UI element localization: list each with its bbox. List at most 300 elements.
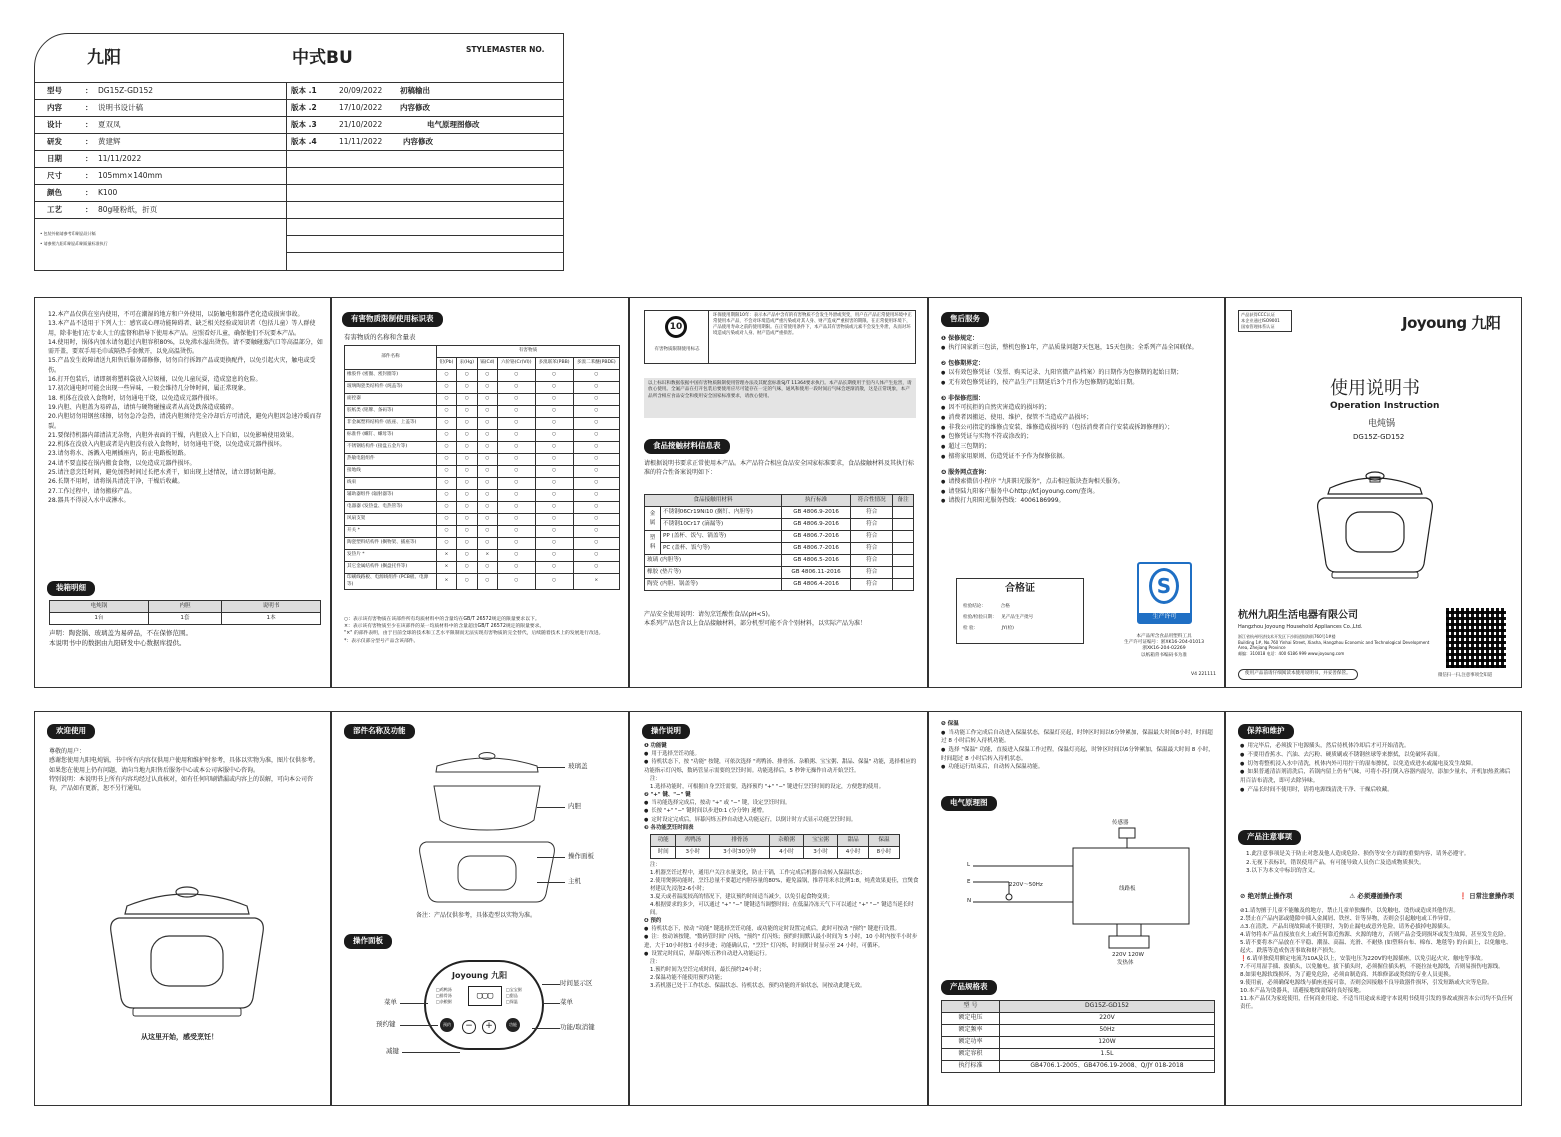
packing-value: 1本 (222, 613, 321, 625)
menu-item-label: 鸡鸭汤 (439, 987, 452, 992)
company-en: Hangzhou Joyoung Household Appliances Co.,Ltd. (1238, 624, 1363, 630)
ops-s3-note: 注： 1.机器烹饪过程中，通用户关注水量变化，防止干锅，工作完成后机器自动转入保温状态； 2.使用煲粥功能时，烹饪总量不要超过内胆容量的80%，避免溢锅，推荐用米水比例1:8，炖煮效果更佳，宜煲食材建议先浸泡2-6小时； 3.夏天或者温度较高的情况下，建议预约时间适当减少，以免引起食物变质； 4.根据要求的多少，可以通过 "+" "−" 键键适当调整时间；在低温冷冻天气下可以通过 "+" "−" 键适当延长时间。 (650, 861, 919, 916)
minus-button[interactable]: − (462, 1020, 476, 1034)
cover-product: 电炖锅 (1368, 419, 1396, 429)
hazard-row (345, 418, 620, 430)
hazard-mark: ○ (497, 574, 535, 590)
hazard-substance: 多溴二苯醚(PBDE) (573, 358, 619, 370)
spec-row-line (35, 116, 563, 117)
hazard-mark: ○ (456, 442, 477, 454)
hazard-row (345, 502, 620, 514)
food-std: GB 4806.4-2016 (781, 579, 850, 591)
hazard-row (345, 538, 620, 550)
time-header: 杂粮粥 (769, 834, 803, 846)
spec-row-colon: ： (85, 205, 93, 214)
spec-row-label: 内容 (47, 103, 62, 112)
food-material: 不锈钢10Cr17 (滴漏等) (661, 519, 782, 531)
hazard-mark: ○ (535, 550, 573, 562)
hazard-substance: 汞(Hg) (456, 358, 477, 370)
hazard-mark: ○ (573, 394, 619, 406)
hazard-mark: ○ (437, 466, 457, 478)
spec-key: 额定频率 (942, 1025, 1000, 1037)
hazard-mark: ○ (437, 430, 457, 442)
ops-tag (642, 724, 690, 739)
control-panel (424, 960, 544, 1050)
hazard-mark: ○ (456, 550, 477, 562)
version-date: 17/10/2022 (339, 103, 383, 112)
hazard-mark: ○ (477, 490, 497, 502)
ops-s5-item: ● 当功能工作完成后自动进入保温状态，保温灯亮起，时钟区时间以6分钟累加，保温最大时间8小时，时间超过 8 小时后转入待机功能。 (941, 729, 1217, 746)
hazard-row (345, 382, 620, 394)
safety-item: 16.打开包装后，请即刻将塑料袋放入垃圾桶，以免儿童玩耍，造成窒息的危险。 (48, 376, 262, 384)
time-header: 保温 (869, 834, 900, 846)
s3-item: ● 包修凭证与实物不符或涂改的； (941, 432, 1217, 442)
menu-item-label: 甜品 (509, 993, 518, 999)
spec-row-colon: ： (85, 137, 93, 146)
hazard-part-name: 玻璃陶瓷类结构件 (炖盖等) (345, 382, 437, 394)
hazard-col-group: 有害物质 (437, 346, 620, 358)
hazard-mark: ○ (437, 370, 457, 382)
notice-item: 9.使用前，必须确保电源线与插座连接可靠，否则会因接触不良导致器件损坏，引发短路或火灾等危险。 (1240, 979, 1493, 986)
spec-value: 220V (1000, 1013, 1215, 1025)
food-material: 不锈钢06Cr19Ni10 (搁钉、内胆等) (661, 507, 782, 519)
food-group: 金属 (645, 507, 661, 531)
hazard-mark: ○ (477, 430, 497, 442)
spec-stylemaster: STYLEMASTER NO. (466, 45, 545, 54)
food-material: PC (盖杯、饭勺等) (661, 543, 782, 555)
spec-row-line (35, 201, 563, 202)
menu-item-label: 杂粮粥 (439, 999, 452, 1005)
hazard-mark: ○ (437, 478, 457, 490)
hazard-mark: ○ (477, 370, 497, 382)
panel-menu-left (436, 987, 452, 1006)
s2-item: ● 以有效包修凭证（发票、购买记录、九阳官微产品档案）的日期作为包修期的起始日期； (941, 368, 1217, 378)
spec-vdivider (286, 82, 287, 271)
spec-row-value: 105mm×140mm (98, 171, 163, 180)
label-leader (537, 882, 565, 883)
hazard-mark: ○ (456, 574, 477, 590)
notice-item: ❗6.请单独使用额定电流为10A及以上，安装电压为220V的电源插座，以免引起火灾、触电等事故。 (1240, 955, 1487, 962)
spec-bu: 中式BU (292, 48, 353, 68)
spec-brand: 九阳 (87, 48, 121, 68)
hazard-notes (344, 616, 622, 645)
ops-s4-item: ● 设置完时间后，屏幕闪烁五秒自动进入功能运行。 (644, 950, 920, 958)
spec-row-value: 夏双凤 (98, 120, 121, 129)
hazard-mark: ○ (573, 538, 619, 550)
spec-row-label: 研发 (47, 137, 62, 146)
hazard-mark: ○ (497, 382, 535, 394)
time-value: 时间 (651, 846, 676, 858)
spec-card (34, 33, 564, 271)
hazard-row (345, 442, 620, 454)
certificate-box (956, 578, 1084, 644)
menu-item-label: 排骨汤 (439, 993, 452, 999)
hazard-subtitle: 有害物质的名称和含量表 (344, 333, 416, 341)
hazard-mark: ○ (456, 526, 477, 538)
hazard-mark: ○ (437, 502, 457, 514)
spec-row-line (35, 133, 563, 134)
s2-item: ● 无有效包修凭证的，按产品生产日期延后3个月作为包修期的起始日期。 (941, 378, 1217, 388)
welcome-text: 尊敬的用户： 感谢您使用九阳电炖锅，书中所有内容仅供用户使用和维护时参考，具体以实物为准，图片仅供参考。如果您在使用上仍有问题，请向当地九阳售后服务中心或本公司客服中心咨询。 特别说明：本说明书上所有内容均经过认真核对，如有任何印刷错漏或内容上的误解，可向本公司咨询，产品如有更新，恕不另行通知。 (49, 748, 320, 793)
spec-footnote: • 请参照九阳印刷品印刷质量标准执行 (40, 241, 108, 246)
circuit-heater: 220V 120W (1112, 952, 1144, 958)
version-label: 版本 .2 (291, 103, 317, 112)
cert-row (963, 612, 1033, 623)
hazard-mark: ○ (437, 418, 457, 430)
part-label-lid: 玻璃盖 (568, 762, 588, 770)
time-value: 4小时 (769, 846, 803, 858)
hazard-mark: ○ (573, 550, 619, 562)
food-ok: 符合 (851, 519, 893, 531)
hazard-mark: ○ (477, 526, 497, 538)
hazard-part-name: 风扇支架 (345, 514, 437, 526)
function-button[interactable]: 功能 (506, 1018, 520, 1032)
hazard-mark: ○ (497, 430, 535, 442)
welcome-caption: 从这里开始，感受烹饪！ (141, 1033, 218, 1041)
hazard-mark: ○ (477, 406, 497, 418)
hazard-row (345, 466, 620, 478)
hazard-mark: ○ (573, 370, 619, 382)
spec-row-colon: ： (85, 171, 93, 180)
time-header: 排骨汤 (710, 834, 770, 846)
after-sales-tag (941, 312, 989, 327)
hazard-row (345, 574, 620, 590)
hazard-part-name: 陶瓷塑料结构件 (搁物架、插座等) (345, 538, 437, 550)
hazard-mark: ○ (437, 382, 457, 394)
hazard-mark: ○ (437, 442, 457, 454)
hazard-mark: ○ (477, 514, 497, 526)
parts-title: 部件名称及功能 (344, 724, 415, 739)
hazard-mark: ○ (456, 382, 477, 394)
ops-title: 操作说明 (642, 724, 690, 739)
notice-item: ⚠3.在清洗、产品出现故障或不使用时，为防止漏电或意外危险，请务必拔掉电源插头。 (1240, 923, 1454, 930)
ops-s2: ❷ "+" 键、"−" 键 (644, 791, 691, 798)
hazard-mark: ○ (437, 514, 457, 526)
spec-row-line (35, 167, 563, 168)
s3-item: ● 非我公司指定的维修点安装、维修造成损坏的（包括消费者自行安装或拆卸修理的）； (941, 423, 1217, 433)
circuit-title: 电气原理图 (941, 796, 997, 811)
food-ok: 符合 (851, 579, 893, 591)
food-note: 产品安全使用说明：请勿烹饪酸性食品(pH<5)。 本系列产品包含以上食品接触材料，部分机型可能不含个别材料，以实际产品为准！ (644, 611, 867, 628)
hazard-part-name: 辅助器组件 (辐射器等) (345, 490, 437, 502)
hazard-mark: ○ (456, 502, 477, 514)
ops-s1-note: 注： 1.选择功能时，可根据自身烹饪需要，选择预约 "+" "−" 键进行烹饪时间的设定，方便您的使用。 (650, 775, 885, 790)
spec-row-line (35, 150, 563, 151)
ops-s4-item: ● 待机状态下，按动 "功能" 键选择烹饪功能，或功能的定时设置完成后，此时可按动 "预约" 键进行设置。 (644, 925, 920, 933)
safety-item: 28.器具不得浸入水中或淋水。 (48, 496, 130, 504)
safety-item: 20.内胆切勿用钢丝球擦，切勿急冷急热，清洗内胆须待完全冷却后方可清洗，避免内胆因急速冷暖而存裂。 (48, 413, 322, 430)
symbol-mandatory: ⚠ 必须遵循操作项 (1349, 892, 1403, 900)
hazard-part-name: 标准件 (螺钉、螺母等) (345, 430, 437, 442)
hazard-mark: ○ (456, 514, 477, 526)
hazard-part-name: 面控器 (345, 394, 437, 406)
hazard-mark: ○ (497, 370, 535, 382)
cert-key: 检 验： (963, 626, 979, 632)
qs-label: 生产许可 (1139, 613, 1190, 622)
label-menu-left: 菜单 (384, 998, 397, 1006)
qs-mark-icon: S (1149, 568, 1179, 604)
panel-circuit-spec (928, 711, 1225, 1106)
spec-row-value: 黄建辉 (98, 137, 121, 146)
spec-row-value: 说明书设计稿 (98, 103, 143, 112)
panel-cover (1225, 297, 1522, 688)
ops-s3: ❸ 各功能烹饪时间表 (644, 824, 694, 831)
hazard-mark: ○ (535, 526, 573, 538)
hazard-mark: ○ (573, 466, 619, 478)
safety-item: 12.本产品仅供在室内使用，不可在潮湿的地方和户外使用，以防触电和器件老化造成损害事故。 (48, 311, 304, 318)
symbol-caution: ❗ 日常注意操作项 (1459, 892, 1514, 900)
spec-row-label: 尺寸 (47, 171, 62, 180)
version-desc: 内容修改 (403, 137, 433, 146)
time-value: 3小时30分钟 (710, 846, 770, 858)
plus-button[interactable]: + (482, 1020, 496, 1034)
version-label: 版本 .3 (291, 120, 317, 129)
safety-item: 22.机体在没放入内胆或者是内胆没有放入食物时，切勿通电干烧，以免造成元器件损坏。 (48, 441, 286, 449)
hazard-row (345, 526, 620, 538)
food-ok: 符合 (851, 555, 893, 567)
hazard-mark: ○ (497, 502, 535, 514)
after-sales-s4-title: ❹ 服务网点查询： (941, 468, 991, 476)
hazard-mark: ○ (497, 406, 535, 418)
hazard-mark: ○ (573, 526, 619, 538)
hazard-mark: ○ (573, 418, 619, 430)
hazard-title-tag (342, 312, 443, 327)
safety-item: 13.本产品不适用于下列人士：感官或心理功能障碍者、缺乏相关经验或知识者（包括儿童）等人群使用，除非他们在专业人士的监督和指导下使用本产品。应照看好儿童，确保他们不玩要本产品。 (48, 320, 316, 337)
safety-item: 23.请勿将水、汤溅入电闸插座内，防止电路板短路。 (48, 450, 190, 458)
label-time-area: 时间显示区 (560, 979, 593, 987)
hazard-mark: ○ (437, 538, 457, 550)
menu-item[interactable]: □甜品 (506, 993, 518, 999)
spec-key: 执行标准 (942, 1061, 1000, 1073)
safety-item: 27.工作过程中，请勿搬移产品。 (48, 487, 136, 495)
food-ok: 符合 (851, 507, 893, 519)
company-address: 浙江省杭州经济技术开发区下沙街道银海街760号1#楼 Building 1#, No.760 Yinhai Street, Xiasha, Hangzhou Economic and Technological Development Area, Zhejiang Province 邮编：310018 电话：400 6186 999 www.joyoung.com (1238, 634, 1430, 656)
ops-s5-item: ● 选择 "保温" 功能，直接进入保温工作过程，保温灯亮起，时钟区时间以6分钟累加，保温最大时间 8 小时，时间超过 8 小时后转入待机状态。 (941, 746, 1217, 763)
label-leader (537, 807, 565, 808)
hazard-mark: ○ (477, 382, 497, 394)
hazard-mark: ○ (477, 454, 497, 466)
hazard-mark: ○ (477, 562, 497, 574)
hazard-mark: ○ (573, 502, 619, 514)
ops-s5: ❺ 保温 (941, 721, 959, 727)
hazard-mark: ○ (535, 454, 573, 466)
circuit-voltage: 220V～50Hz (1009, 882, 1043, 888)
packing-table (49, 600, 321, 625)
label-function: 功能/取消键 (560, 1023, 595, 1031)
ops-s1-item: ● 用于选择烹饪功能。 (644, 750, 920, 758)
hazard-mark: ○ (477, 538, 497, 550)
cover-title-cn: 使用说明书 (1330, 378, 1420, 399)
notice-item: ⊘1.请勿擅于儿童不能触及的地方，禁止儿童单独操作，以免触电、烫伤或造成其他伤害。 (1240, 908, 1459, 914)
hazard-mark: ○ (535, 574, 573, 590)
hazard-mark: × (477, 550, 497, 562)
version-date: 11/11/2022 (339, 137, 383, 146)
packing-header: 电炖锅 (50, 601, 149, 613)
notice-item: 4.请勿将本产品直接放在火上或任何靠近热源、火源的地方，否则产品会受到损坏或发生故障，甚至发生危险。 (1240, 931, 1510, 938)
hazard-substance: 镉(Cd) (477, 358, 497, 370)
hazard-part-name: 发热片 * (345, 550, 437, 562)
notice-symbols (1240, 892, 1514, 901)
panel-logo: Joyoung 九阳 (452, 971, 508, 980)
menu-item[interactable]: □杂粮粥 (436, 999, 452, 1005)
after-sales-s2-title: ❷ 包修期界定： (941, 360, 985, 368)
circuit-diagram (959, 818, 1199, 968)
hazard-substance: 六价铬(Cr(VI)) (497, 358, 535, 370)
hazard-mark: ○ (535, 394, 573, 406)
label-leader (537, 767, 565, 768)
spec-row-line (286, 252, 563, 253)
food-ok: 符合 (851, 543, 893, 555)
safety-item: 25.请注意烹饪时间，避免加热时间过长把水煮干，如出现上述情况，请立即切断电源。 (48, 469, 280, 477)
safety-item: 14.使用时，锅体内加水请勿超过内胆容积80%，以免沸水溢出烫伤。请不要触碰蒸汽口等高温部分，如需开盖，要双手用毛巾或隔热手套掀开，以免高温烫伤。 (48, 338, 323, 356)
time-header: 功能 (651, 834, 676, 846)
spec-row-label: 颜色 (47, 188, 62, 197)
hazard-part-name: 非金属塑料结构件 (底座、上盖等) (345, 418, 437, 430)
hazard-mark: × (437, 574, 457, 590)
food-material: 橡胶 (垫片等) (645, 567, 782, 579)
hazard-mark: ○ (497, 478, 535, 490)
food-title: 食品接触材料信息表 (644, 439, 730, 454)
version-label: 版本 .1 (291, 86, 317, 95)
epup-box (644, 310, 916, 364)
menu-item[interactable]: □排骨汤 (436, 993, 452, 999)
welcome-tag (47, 724, 95, 739)
hazard-mark: ○ (456, 370, 477, 382)
spec-row-colon: ： (85, 103, 93, 112)
cover-title-en: Operation Instruction (1330, 401, 1440, 411)
care-tag (1238, 724, 1294, 739)
ops-s4: ❹ 预约 (644, 917, 662, 924)
spec-row-value: 11/11/2022 (98, 154, 142, 163)
spec-row-line (35, 218, 563, 219)
safety-item: 24.请不要直接在锅内搬食食物，以免造成元器件损坏。 (48, 459, 196, 467)
food-std: GB 4806.7-2016 (781, 543, 850, 555)
hazard-note: *：表示仅部分型号产品含该部件。 (344, 638, 419, 644)
menu-item[interactable]: □宝宝粥 (506, 987, 522, 992)
qr-caption: 微信扫一扫,注意事项全知道 (1438, 673, 1493, 678)
spec-title: 产品规格表 (941, 980, 997, 995)
hazard-title: 有害物质限制使用标识表 (342, 312, 443, 327)
hazard-mark: ○ (456, 478, 477, 490)
hazard-mark: ○ (477, 394, 497, 406)
s3-title-text: 非保修范围： (948, 394, 985, 402)
hazard-mark: ○ (456, 394, 477, 406)
hazard-mark: × (437, 562, 457, 574)
hazard-mark: ○ (477, 502, 497, 514)
time-value: 3小时 (804, 846, 838, 858)
after-sales-body (941, 334, 1217, 506)
hazard-part-name: 印刷线路板、电源线组件 (PCB板、电源等) (345, 574, 437, 590)
hazard-mark: ○ (437, 454, 457, 466)
hazard-mark: ○ (477, 418, 497, 430)
cert-value: 合格 (1000, 604, 1010, 609)
notice-list (1240, 908, 1516, 1012)
hazard-mark: ○ (535, 478, 573, 490)
hazard-mark: ○ (573, 514, 619, 526)
hazard-note: "×" 的部件表明，由于目前全球的技术和工艺水平限制而无法实现有害物质的完全替代，后续随着技术上的发展进行改进。 (344, 631, 604, 637)
hazard-mark: ○ (497, 526, 535, 538)
menu-item[interactable]: □保温 (506, 999, 518, 1005)
panel-operation (629, 711, 928, 1106)
food-group: 塑料 (645, 531, 661, 555)
cert-value: JY(检) (1001, 626, 1014, 632)
hazard-mark: ○ (535, 538, 573, 550)
circuit-board: 线路板 (1119, 886, 1136, 892)
food-header: 符合性情况 (851, 495, 893, 507)
spec-row-label: 工艺 (47, 205, 62, 214)
menu-item[interactable]: □鸡鸭汤 (436, 987, 452, 992)
circuit-sensor: 传感器 (1112, 820, 1129, 826)
hazard-mark: ○ (573, 442, 619, 454)
spec-table (941, 1000, 1215, 1073)
hazard-row (345, 430, 620, 442)
packing-title: 装箱明细 (47, 581, 95, 596)
spec-row-label: 日期 (47, 154, 62, 163)
hazard-row (345, 490, 620, 502)
notice-item: 10.本产品为烫器具，请避接地线需保持良好接地。 (1240, 987, 1365, 994)
notice-item: 11.本产品仅为家庭使用，任何商业用途、不适当用途或未遵守本说明书使用引发的事故或损害本公司均不负任何责任。 (1240, 995, 1513, 1010)
hazard-mark: ○ (497, 466, 535, 478)
hazard-part-name: 开关 * (345, 526, 437, 538)
time-value: 4小时 (838, 846, 869, 858)
time-header: 甜品 (838, 834, 869, 846)
epup-text: 环保使用期限10年：表示本产品中含有的有害物质不会发生外泄或突变，用户在产品正常使用环境中正常使用本产品，不会对环境造成严重污染或对其人身、财产造成严重损害的期限。在正常使用环境下，产品使用寿命之前的使用期限。在正常使用条件下，本产品其有害物质或元素不会发生外泄，从而对环境造成污染或对人身、财产造成严重损害。 (713, 313, 912, 336)
hazard-note: ×：表示该有害物质至少在该部件的某一均质材料中的含量超出GB/T 26572规定的限量要求。 (344, 624, 545, 630)
reserve-button[interactable]: 预约 (440, 1018, 454, 1032)
cert-badge: 产品获得CCC认证 本企业通过ISO9001 国家管理体系认证 (1238, 310, 1292, 332)
hazard-row (345, 562, 620, 574)
circuit-E: E (967, 879, 971, 885)
hazard-note: ○：表示该有害物质在该部件所有均质材料中的含量均在GB/T 26572规定的限量要求以下。 (344, 617, 540, 622)
hazard-row (345, 514, 620, 526)
hazard-mark: ○ (535, 382, 573, 394)
spec-row-colon: ： (85, 154, 93, 163)
hazard-mark: × (573, 574, 619, 590)
hazard-mark: ○ (573, 382, 619, 394)
hazard-mark: ○ (535, 514, 573, 526)
care-list (1240, 742, 1514, 794)
qs-text: 本产品所含食品用塑料工具 生产许可证编号：浙XK16-204-01013 浙XK16-204-02269 以纸箱背书编码书为准 (1123, 634, 1205, 658)
ops-s2-item: ● 长按 "+" "−" 键时间以步进0:1 (分分钟) 递增。 (644, 807, 920, 815)
hazard-table (344, 345, 620, 590)
after-sales-title: 售后服务 (941, 312, 989, 327)
hazard-mark: ○ (535, 418, 573, 430)
food-table (644, 494, 914, 591)
hazard-substance: 铅(Pb) (437, 358, 457, 370)
spec-value: GB4706.1-2005、GB4706.19-2008、Q/JY 018-2018 (1000, 1061, 1215, 1073)
spec-row-label: 设计 (47, 120, 62, 129)
ops-s4-item: ● 注：按动该按键，"数码管时间" 闪烁，"预约" 灯闪烁；预约时间默认最小时间为 5 小时，10 小时内按半小时步进，大于10小时按1 小时步进；功能确认后，"烹饪" 灯闪烁，时间倒计时显示至 24 小时，可循环。 (644, 933, 920, 949)
hazard-mark: ○ (535, 406, 573, 418)
epup-gray-note: 以上标识和数据依据中国有害物质限制使用管理办法及其配套标准SJ/T 11364要求执行。本产品长期使用于室内人体产生危害，请放心使用。全氟产品在打开包装后要使用应尽可能存在一定的气味，通风和使用一段时间后气味会逐渐消散，这是正常现象，本产品所含相应食品安全和使用安全国家标准要求，请放心使用。 (644, 378, 916, 418)
hazard-mark: ○ (437, 406, 457, 418)
menu-item-label: 宝宝粥 (509, 987, 522, 992)
hazard-col-part: 部件名称 (345, 346, 437, 370)
packing-title-tag (47, 581, 95, 596)
safety-item: 17.初次通电时可能会出现一些异味，一般会维持几分钟时间，属正常现象。 (48, 385, 250, 393)
menu-item-label: 保温 (509, 999, 518, 1005)
hazard-mark: ○ (456, 430, 477, 442)
spec-row-line (35, 184, 563, 185)
packing-header: 内胆 (148, 601, 221, 613)
declaration: 声明：陶瓷锅、玻璃盖为易碎品，不在保修范围。 本说明书中的数据由九阳研发中心数据库提供。 (49, 629, 192, 648)
care-title: 保养和维护 (1238, 724, 1294, 739)
circuit-heater-label: 发热体 (1117, 960, 1134, 966)
hazard-row (345, 394, 620, 406)
hazard-mark: ○ (456, 538, 477, 550)
hazard-part-name: 不锈钢结构件 (接盘五金片等) (345, 442, 437, 454)
part-label-inner-pot: 内胆 (568, 802, 581, 810)
